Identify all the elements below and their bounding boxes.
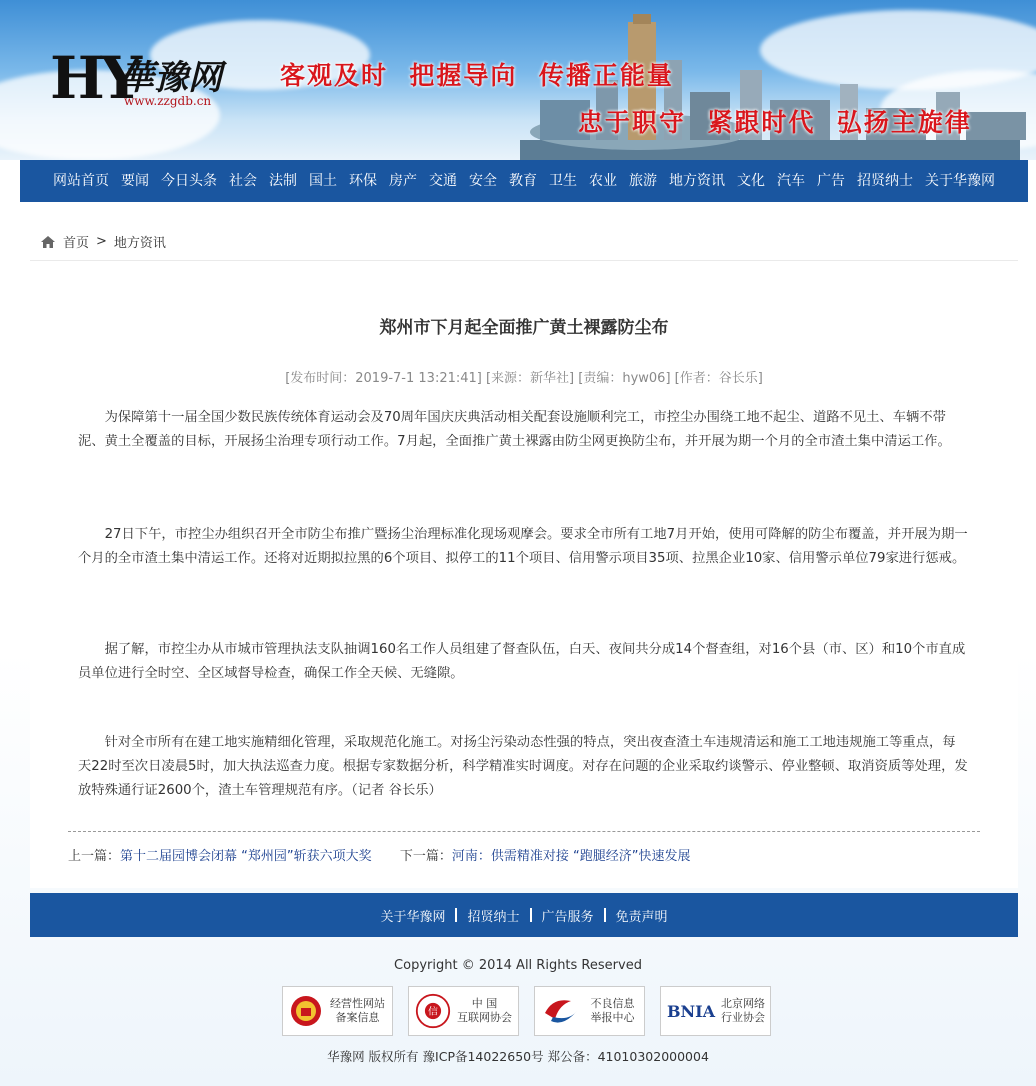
nav-item[interactable]: 卫生	[549, 173, 577, 189]
nav-item[interactable]: 文化	[737, 173, 765, 189]
article-meta: [发布时间：2019-7-1 13:21:41] [来源：新华社] [责编：hyw06] [作者：谷长乐]	[285, 371, 763, 386]
home-icon[interactable]	[40, 235, 56, 249]
next-label: 下一篇：	[399, 849, 452, 864]
breadcrumb-home-link[interactable]: 首页	[63, 236, 90, 251]
badge-label: 经营性网站 备案信息	[330, 997, 385, 1024]
logo-name: 華豫网	[120, 58, 222, 98]
certification-badges	[282, 986, 771, 1036]
copyright-text: Copyright © 2014 All Rights Reserved	[394, 958, 642, 973]
nav-item[interactable]: 教育	[509, 173, 537, 189]
badge-business-site[interactable]	[282, 986, 393, 1036]
footer-link-disclaimer[interactable]: 免责声明	[615, 909, 668, 925]
nav-item[interactable]: 招贤纳士	[857, 173, 913, 189]
trust-seal-icon	[415, 991, 451, 1031]
breadcrumb-current-link[interactable]: 地方资讯	[113, 236, 166, 251]
nav-item[interactable]: 房产	[389, 173, 417, 189]
nav-item[interactable]: 旅游	[629, 173, 657, 189]
nav-item[interactable]: 安全	[469, 173, 497, 189]
slogan-line-1: 客观及时 把握导向 传播正能量	[280, 61, 674, 90]
badge-label: 中 国 互联网协会	[457, 997, 512, 1024]
prev-label: 上一篇：	[68, 849, 121, 864]
divider	[30, 260, 1018, 261]
nav-item[interactable]: 社会	[229, 173, 257, 189]
nav-item[interactable]: 关于华豫网	[925, 173, 995, 189]
footer-link-jobs[interactable]: 招贤纳士	[467, 909, 520, 925]
nav-item[interactable]: 汽车	[777, 173, 805, 189]
nav-item[interactable]: 要闻	[121, 173, 149, 189]
site-logo[interactable]	[50, 44, 235, 118]
footer-link-about[interactable]: 关于华豫网	[380, 909, 446, 925]
article-title: 郑州市下月起全面推广黄土裸露防尘布	[379, 318, 669, 338]
icp-record: 华豫网 版权所有 豫ICP备14022650号 郑公备：41010302000004	[327, 1049, 709, 1064]
report-center-icon	[541, 993, 581, 1029]
breadcrumb	[40, 232, 166, 251]
next-article-link[interactable]: 河南：供需精准对接 “跑腿经济”快速发展	[451, 849, 691, 864]
badge-report-center[interactable]	[534, 986, 645, 1036]
nav-item[interactable]: 网站首页	[53, 173, 109, 189]
nav-item[interactable]: 环保	[349, 173, 377, 189]
badge-bnia[interactable]	[660, 986, 771, 1036]
nav-item[interactable]: 法制	[269, 173, 297, 189]
footer-link-ads[interactable]: 广告服务	[541, 909, 594, 925]
article-paragraph: 针对全市所有在建工地实施精细化管理，采取规范化施工。对扬尘污染动态性强的特点，突出夜查渣土车违规清运和施工工地违规施工等重点，每天22时至次日凌晨5时，加大执法巡查力度。根据专家数据分析，科学精准实时调度。对存在问题的企业采取约谈警示、停业整顿、取消资质等处理，发放特殊通行证2600个，渣土车管理规范有序。（记者 谷长乐）	[78, 735, 968, 798]
nav-item[interactable]: 地方资讯	[669, 173, 725, 189]
nav-item[interactable]: 今日头条	[161, 173, 217, 189]
emblem-icon	[289, 994, 323, 1028]
badge-internet-society[interactable]	[408, 986, 519, 1036]
article-paragraph: 为保障第十一届全国少数民族传统体育运动会及70周年国庆庆典活动相关配套设施顺利完工，市控尘办围绕工地不起尘、道路不见土、车辆不带泥、黄土全覆盖的目标，开展扬尘治理专项行动工作。7月起，全面推广黄土裸露由防尘网更换防尘布，并开展为期一个月的全市渣土集中清运工作。	[78, 410, 951, 449]
badge-label: 不良信息 举报中心	[590, 997, 635, 1024]
main-nav	[20, 160, 1028, 202]
article-container	[30, 218, 1018, 888]
slogan-line-2: 忠于职守 紧跟时代 弘扬主旋律	[578, 108, 972, 137]
seal-text: 信	[428, 1006, 438, 1018]
prev-article-link[interactable]: 第十二届园博会闭幕 “郑州园”斩获六项大奖	[120, 849, 372, 864]
prev-next-nav	[68, 845, 691, 864]
footer-links-bar	[30, 893, 1018, 937]
article-paragraph: 27日下午，市控尘办组织召开全市防尘布推广暨扬尘治理标准化现场观摩会。要求全市所有工地7月开始，使用可降解的防尘布覆盖，并开展为期一个月的全市渣土集中清运工作。还将对近期拟拉黑的6个项目、拟停工的11个项目、信用警示项目35项、拉黑企业10家、信用警示单位79家进行惩戒。	[78, 527, 968, 566]
badge-label: 北京网络 行业协会	[721, 997, 766, 1024]
logo-letters: HY	[50, 44, 139, 112]
breadcrumb-separator: >	[96, 234, 107, 249]
bnia-logo: BNIA	[667, 1001, 716, 1021]
header-banner	[0, 0, 1036, 160]
logo-url: www.zzgdb.cn	[124, 94, 212, 108]
nav-item[interactable]: 交通	[429, 173, 457, 189]
article-paragraph: 据了解，市控尘办从市城市管理执法支队抽调160名工作人员组建了督查队伍，白天、夜间共分成14个督查组，对16个县（市、区）和10个市直成员单位进行全时空、全区域督导检查，确保工作全天候、无缝隙。	[78, 642, 966, 681]
nav-item[interactable]: 农业	[589, 173, 617, 189]
nav-item[interactable]: 广告	[817, 173, 845, 189]
dashed-divider	[68, 831, 980, 832]
nav-item[interactable]: 国土	[309, 173, 337, 189]
